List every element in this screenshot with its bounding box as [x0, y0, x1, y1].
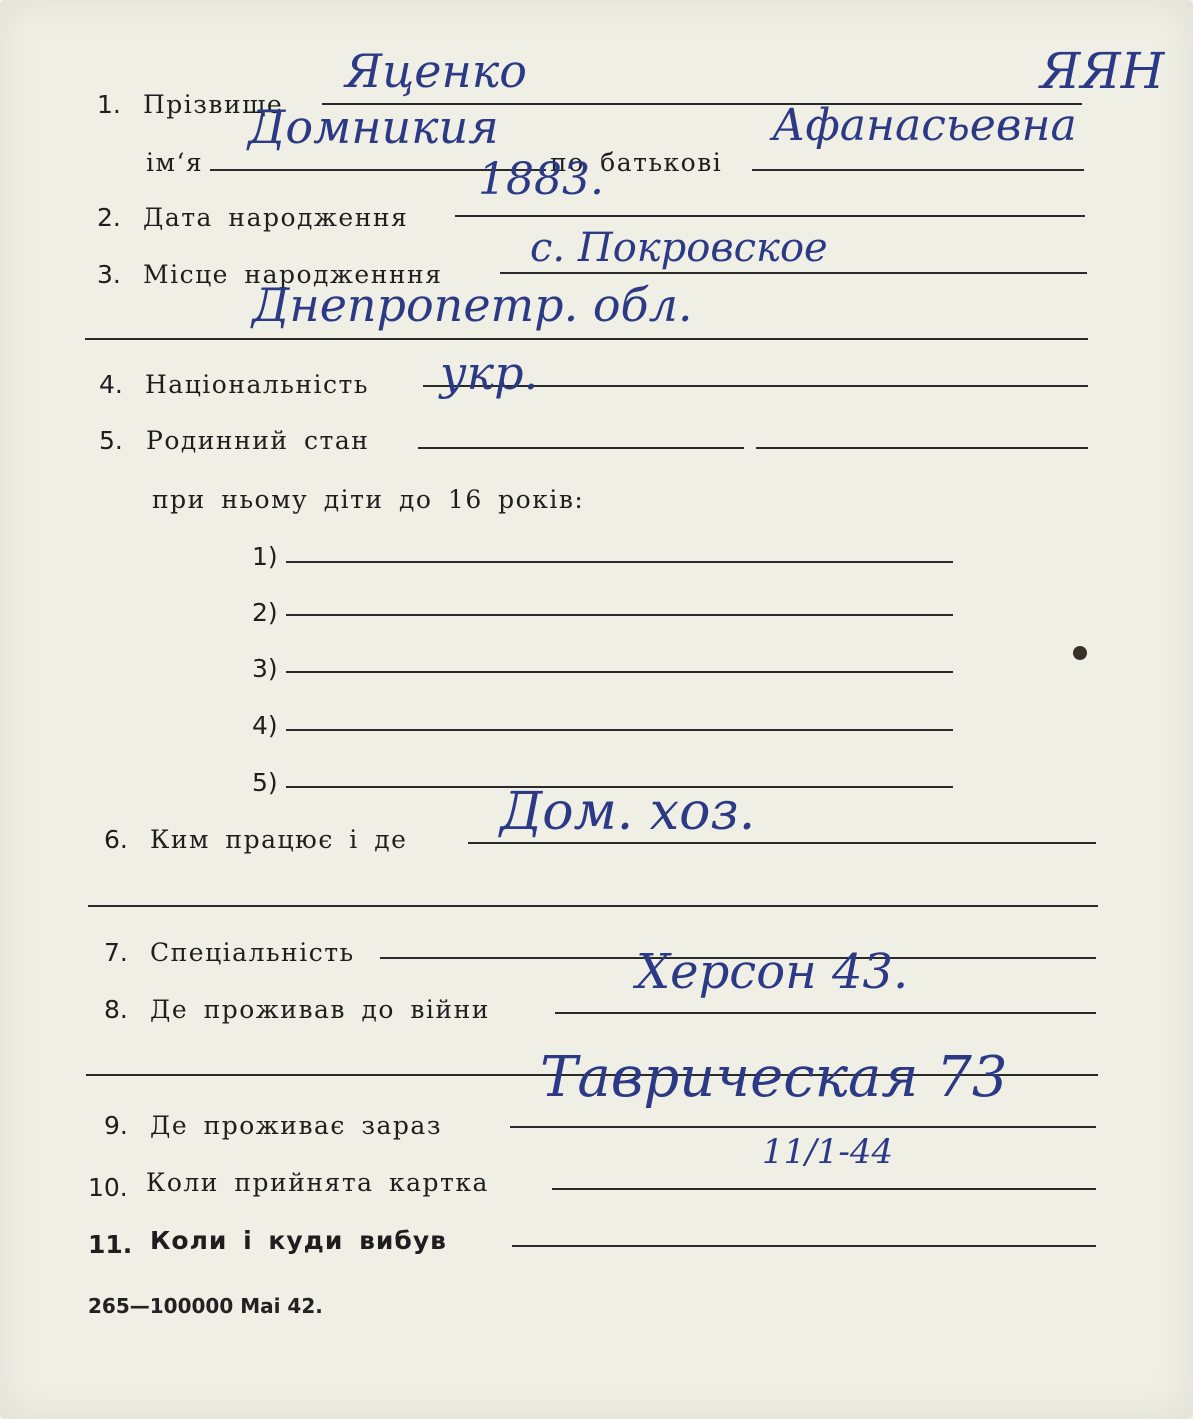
family-status-line-b — [756, 447, 1088, 449]
child-1-number: 1) — [252, 542, 278, 571]
birth-place-label: Місце народженння — [143, 260, 443, 289]
children-label: при ньому діти до 16 років: — [152, 485, 585, 514]
birth-place-value-2: Днепропетр. обл. — [252, 278, 693, 332]
field-number-9: 9. — [104, 1111, 128, 1140]
birth-date-value: 1883. — [478, 154, 604, 205]
field-number-10: 10. — [88, 1173, 128, 1202]
child-4-line — [286, 729, 953, 731]
field-number-8: 8. — [104, 995, 128, 1024]
current-residence-label: Де проживає зараз — [150, 1111, 442, 1140]
field-number-5: 5. — [99, 426, 123, 455]
field-number-6: 6. — [104, 825, 128, 854]
child-3-number: 3) — [252, 654, 278, 683]
name-value: Домникия — [248, 100, 499, 154]
child-2-number: 2) — [252, 598, 278, 627]
surname-label: Прізвище — [143, 90, 284, 119]
departure-line — [512, 1245, 1096, 1247]
field-number-4: 4. — [99, 370, 123, 399]
field-number-7: 7. — [104, 938, 128, 967]
field-number-3: 3. — [97, 260, 121, 289]
card-accepted-line — [552, 1188, 1096, 1190]
birth-date-line — [455, 215, 1085, 217]
nationality-label: Національність — [145, 370, 369, 399]
field-number-11: 11. — [88, 1230, 133, 1259]
surname-value: Яценко — [345, 44, 527, 98]
departure-label: Коли і куди вибув — [150, 1226, 447, 1255]
work-line-2 — [88, 905, 1098, 907]
child-2-line — [286, 614, 953, 616]
birth-place-line-2 — [85, 338, 1088, 340]
corner-note: ЯЯН — [1040, 42, 1165, 100]
name-label: ім‘я — [146, 148, 204, 177]
family-status-label: Родинний стан — [146, 426, 370, 455]
work-line — [468, 842, 1096, 844]
card-accepted-value: 11/1-44 — [762, 1132, 894, 1172]
prewar-residence-label: Де проживав до війни — [150, 995, 490, 1024]
field-number-1: 1. — [97, 90, 121, 119]
patronymic-line — [752, 169, 1084, 171]
field-number-2: 2. — [97, 203, 121, 232]
specialty-label: Спеціальність — [150, 938, 355, 967]
work-label: Ким працює і де — [150, 825, 408, 854]
child-3-line — [286, 671, 953, 673]
birth-place-value: с. Покровское — [530, 225, 828, 271]
prewar-residence-line — [555, 1012, 1096, 1014]
nationality-value: укр. — [440, 346, 539, 400]
birth-place-line — [500, 272, 1087, 274]
current-residence-value: Таврическая 73 — [540, 1045, 1008, 1110]
child-5-number: 5) — [252, 768, 278, 797]
family-status-line-a — [418, 447, 744, 449]
print-run-footer: 265—100000 Mai 42. — [88, 1294, 323, 1318]
prewar-residence-value: Херсон 43. — [636, 944, 909, 1000]
birth-date-label: Дата народження — [143, 203, 409, 232]
card-accepted-label: Коли прийнята картка — [146, 1168, 489, 1197]
child-4-number: 4) — [252, 711, 278, 740]
ink-spot — [1073, 646, 1087, 660]
child-1-line — [286, 561, 953, 563]
patronymic-label: по батькові — [550, 148, 723, 177]
patronymic-value: Афанасьевна — [772, 100, 1077, 151]
current-residence-line — [510, 1126, 1096, 1128]
work-value: Дом. хоз. — [500, 782, 756, 842]
